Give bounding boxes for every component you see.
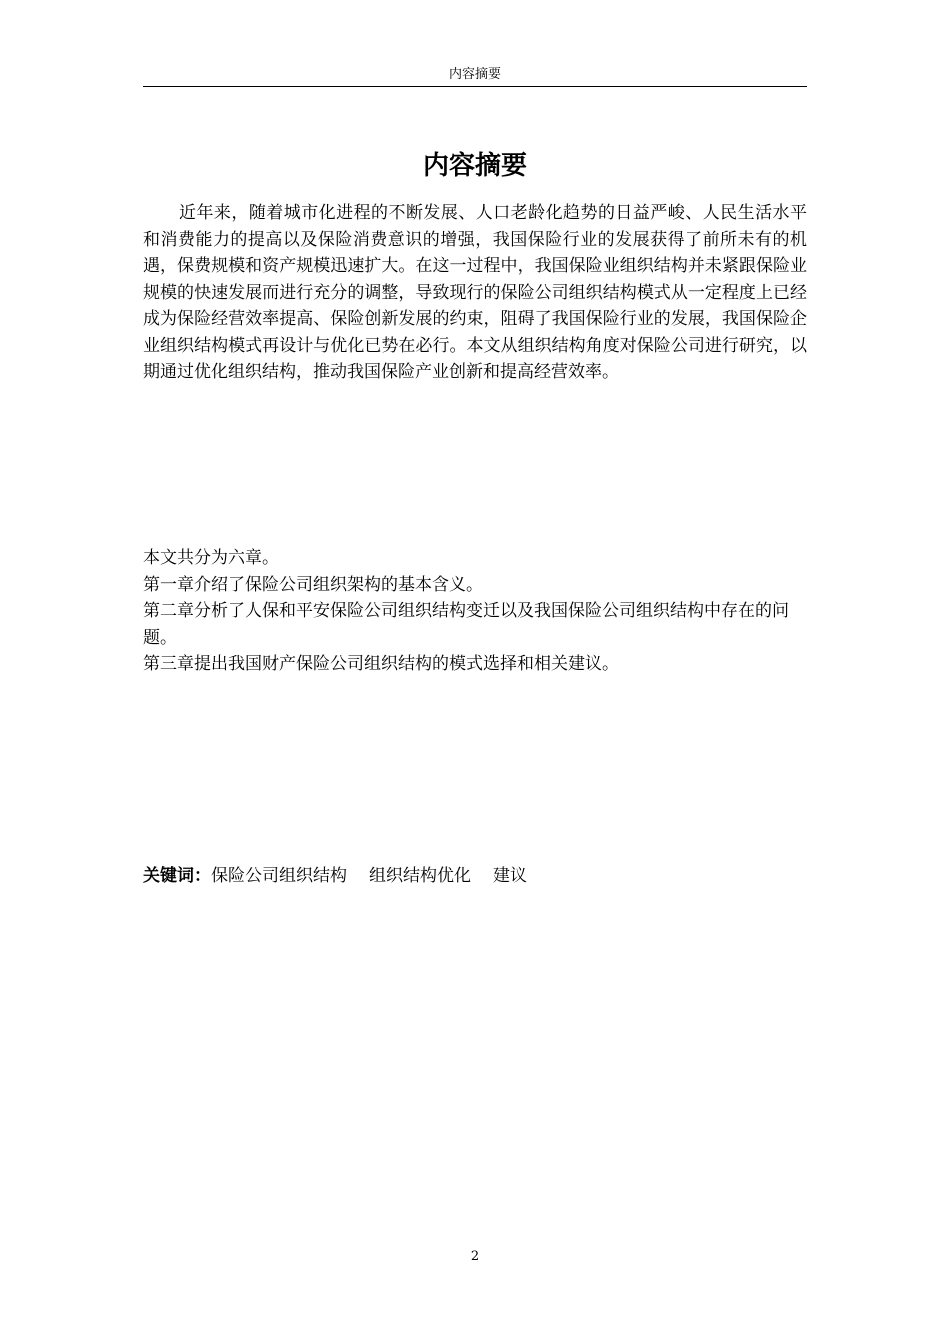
chapter-summary — [143, 545, 807, 678]
header-rule — [143, 86, 807, 87]
chapter-summary-line: 本文共分为六章。 — [143, 548, 279, 568]
chapter-summary-line: 第二章分析了人保和平安保险公司组织结构变迁以及我国保险公司组织结构中存在的问题。 — [143, 601, 789, 648]
abstract-paragraph: 近年来，随着城市化进程的不断发展、人口老龄化趋势的日益严峻、人民生活水平和消费能力的提高以及保险消费意识的增强，我国保险行业的发展获得了前所未有的机遇，保费规模和资产规模迅速扩大。在这一过程中，我国保险业组织结构并未紧跟保险业规模的快速发展而进行充分的调整，导致现行的保险公司组织结构模式从一定程度上已经成为保险经营效率提高、保险创新发展的约束，阻碍了我国保险行业的发展，我国保险企业组织结构模式再设计与优化已势在必行。本文从组织结构角度对保险公司进行研究，以期通过优化组织结构，推动我国保险产业创新和提高经营效率。 — [143, 203, 807, 382]
keyword: 建议 — [493, 866, 527, 886]
page-title: 内容摘要 — [422, 151, 527, 181]
chapter-summary-line: 第一章介绍了保险公司组织架构的基本含义。 — [143, 574, 483, 595]
keywords-line — [143, 863, 807, 889]
keyword: 组织结构优化 — [369, 866, 471, 886]
running-header: 内容摘要 — [448, 67, 501, 82]
keywords-label: 关键词： — [143, 866, 211, 886]
page-number: 2 — [470, 1249, 480, 1264]
keyword: 保险公司组织结构 — [211, 866, 347, 886]
chapter-summary-line: 第三章提出我国财产保险公司组织结构的模式选择和相关建议。 — [143, 654, 619, 674]
